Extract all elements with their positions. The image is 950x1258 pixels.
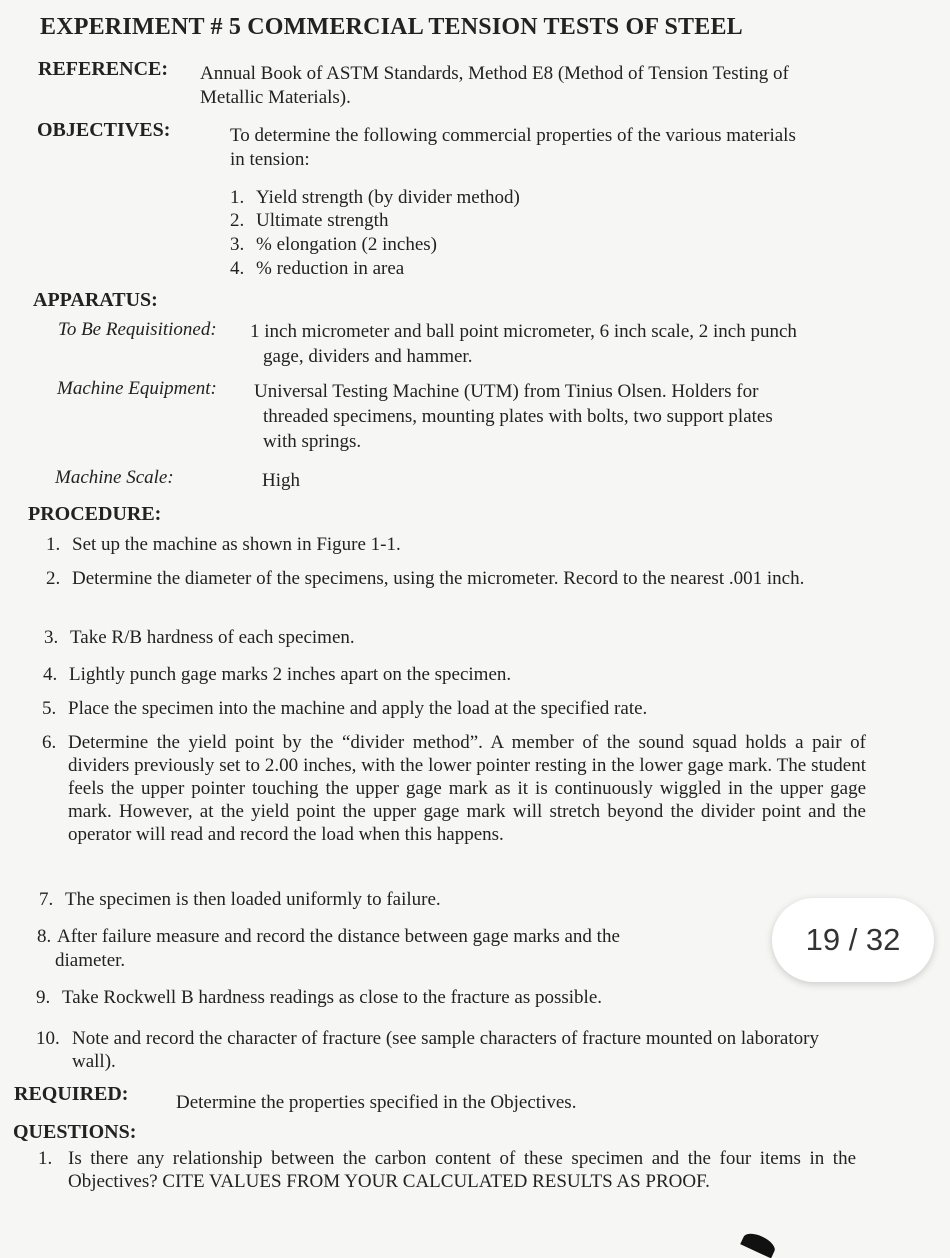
objective-text: Ultimate strength (256, 210, 389, 231)
question-item (38, 1147, 856, 1193)
required-label: REQUIRED: (14, 1083, 129, 1105)
reference-line-2: Metallic Materials). (200, 87, 351, 108)
procedure-step (36, 986, 602, 1009)
objective-item (230, 257, 404, 280)
objective-number: 1. (230, 187, 245, 208)
reference-line-1: Annual Book of ASTM Standards, Method E8 (Method of Tension Testing of (200, 63, 789, 84)
question-number: 1. (38, 1148, 53, 1169)
objective-number: 2. (230, 210, 245, 231)
apparatus-label: APPARATUS: (33, 289, 158, 311)
step-text: Place the specimen into the machine and apply the load at the specified rate. (68, 698, 648, 719)
step-text: Take R/B hardness of each specimen. (70, 627, 355, 648)
machine-scale-label: Machine Scale: (55, 467, 174, 488)
procedure-step (37, 925, 620, 948)
reference-label: REFERENCE: (38, 58, 169, 80)
step-number: 10. (36, 1028, 60, 1049)
step-number: 5. (42, 698, 57, 719)
objective-text: % elongation (2 inches) (256, 234, 437, 255)
step-text: After failure measure and record the distance between gage marks and the (57, 926, 620, 947)
step-8-continuation: diameter. (55, 950, 126, 971)
objective-number: 3. (230, 234, 245, 255)
procedure-label: PROCEDURE: (28, 503, 162, 525)
pen-mark (740, 1230, 778, 1258)
step-number: 8. (37, 926, 52, 947)
step-number: 4. (43, 664, 58, 685)
machine-equipment-line-1: Universal Testing Machine (UTM) from Tinius Olsen. Holders for (254, 381, 759, 402)
page-indicator: 19 / 32 (772, 898, 934, 982)
step-number: 1. (46, 534, 61, 555)
machine-scale-value: High (262, 470, 300, 491)
objectives-label: OBJECTIVES: (37, 119, 171, 141)
required-text: Determine the properties specified in the Objectives. (176, 1092, 577, 1113)
procedure-step (43, 663, 511, 686)
step-text: Determine the yield point by the “divider method”. A member of the sound squad holds a pair of dividers previously set to 2.00 inches, with the lower pointer resting in the lower gage mark. The student feels the upper pointer touching the upper gage mark as it is continuously wiggled in the upper gage mark. However, at the yield point the upper gage mark will stretch beyond the divider point and the operator will read and record the load when this happens. (68, 732, 866, 845)
machine-equipment-label: Machine Equipment: (57, 378, 217, 399)
machine-equipment-line-2: threaded specimens, mounting plates with bolts, two support plates (263, 406, 773, 427)
machine-equipment-line-3: with springs. (263, 431, 362, 452)
objective-item (230, 209, 388, 232)
objective-number: 4. (230, 258, 245, 279)
objective-item (230, 233, 437, 256)
step-number: 2. (46, 568, 61, 589)
objective-item (230, 186, 520, 209)
step-text: Note and record the character of fracture (see sample characters of fracture mounted on laboratory wall). (72, 1028, 819, 1072)
step-text: The specimen is then loaded uniformly to failure. (65, 889, 441, 910)
procedure-step (44, 626, 355, 649)
step-number: 3. (44, 627, 59, 648)
procedure-step (42, 697, 647, 720)
step-text: Determine the diameter of the specimens, using the micrometer. Record to the nearest .001 inch. (72, 568, 805, 589)
procedure-step (46, 533, 401, 556)
question-text: Is there any relationship between the carbon content of these specimen and the four items in the Objectives? CITE VALUES FROM YOUR CALCULATED RESULTS AS PROOF. (68, 1148, 856, 1192)
objectives-intro-line-2: in tension: (230, 149, 310, 170)
step-number: 7. (39, 889, 54, 910)
objective-text: Yield strength (by divider method) (256, 187, 520, 208)
objective-text: % reduction in area (256, 258, 405, 279)
step-text: Set up the machine as shown in Figure 1-1. (72, 534, 401, 555)
requisitioned-label: To Be Requisitioned: (58, 319, 217, 340)
document-title: EXPERIMENT # 5 COMMERCIAL TENSION TESTS OF STEEL (40, 14, 743, 40)
step-number: 9. (36, 987, 51, 1008)
procedure-step (36, 1027, 858, 1073)
requisitioned-line-1: 1 inch micrometer and ball point micrometer, 6 inch scale, 2 inch punch (250, 321, 797, 342)
procedure-step (39, 888, 441, 911)
step-number: 6. (42, 732, 57, 753)
questions-label: QUESTIONS: (13, 1121, 137, 1143)
step-text: Lightly punch gage marks 2 inches apart on the specimen. (69, 664, 512, 685)
procedure-step (46, 567, 872, 590)
requisitioned-line-2: gage, dividers and hammer. (263, 346, 473, 367)
objectives-intro-line-1: To determine the following commercial properties of the various materials (230, 125, 796, 146)
procedure-step (42, 731, 866, 846)
step-text: Take Rockwell B hardness readings as close to the fracture as possible. (62, 987, 603, 1008)
